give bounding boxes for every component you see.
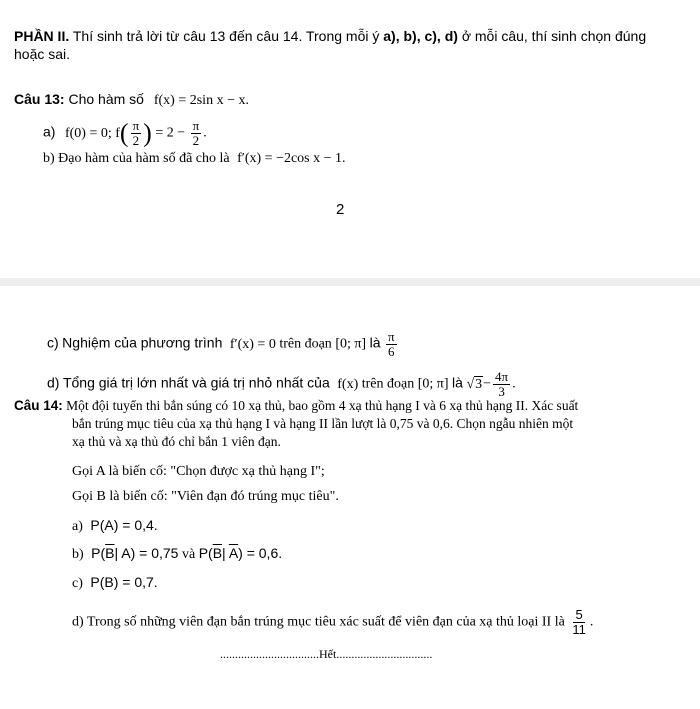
q13-stem <box>14 90 249 110</box>
page-number: 2 <box>336 201 345 218</box>
q14-a <box>72 516 158 536</box>
q13-d-frac-den: 3 <box>498 384 505 399</box>
left-paren: ( <box>119 118 129 148</box>
part-title: PHẦN II. <box>14 28 70 44</box>
q13-b-text: Đạo hàm của hàm số đã cho là <box>58 151 230 166</box>
q13-a-fraction-2 <box>191 119 202 148</box>
q13-c-frac-num: π <box>388 329 395 344</box>
q13-label: Câu 13: <box>14 91 65 107</box>
q13-d-fraction <box>493 370 510 399</box>
q14-b-m2-bar1: $\overline{B}$ <box>212 545 223 561</box>
q13-c <box>47 330 399 359</box>
q13-d-minus: − <box>483 376 492 392</box>
page-separator <box>0 278 700 286</box>
q13-d-frac-num: 4π <box>495 369 509 384</box>
q14-d <box>72 608 593 637</box>
q13-a-fraction-1 <box>131 119 142 148</box>
q14-b-math-1 <box>91 545 178 561</box>
q13-a <box>43 119 207 148</box>
q13-a-end: . <box>203 125 207 141</box>
q14-def-a: Gọi A là biến cố: "Chọn được xạ thủ hạng I"; <box>72 464 325 479</box>
q13-c-text-3: là <box>369 334 381 351</box>
q14-a-math: P(A) = 0,4. <box>90 517 158 533</box>
q14-b-m2-post: ) = 0,6. <box>238 545 283 561</box>
q14-d-label: d) <box>72 614 84 630</box>
q13-a-frac2-num: π <box>192 118 200 133</box>
q14-c <box>72 573 158 593</box>
q13-d <box>47 370 516 399</box>
q14-d-end: . <box>589 614 594 630</box>
q14-b-math-2 <box>199 545 282 561</box>
q14-c-math: P(B) = 0,7. <box>90 574 158 590</box>
part-instruction-tail: ở mỗi câu, thí sinh chọn đúng <box>461 28 647 44</box>
q13-a-frac2-den: 2 <box>192 133 200 148</box>
q13-a-math-2: = 2 − <box>155 125 186 141</box>
q14-b-m1-bar: $\overline{B}$ <box>105 545 115 561</box>
q14-b-label: b) <box>72 547 84 562</box>
right-paren: ) <box>143 118 152 148</box>
q13-d-math: f(x) <box>337 376 359 392</box>
part-instruction <box>14 27 646 45</box>
part-instruction-line2: hoặc sai. <box>14 46 71 62</box>
q14-b-m1-pre: P( <box>91 545 106 561</box>
q13-b-label: b) <box>43 151 55 166</box>
q13-c-fraction <box>386 330 397 359</box>
q13-d-sqrt-radicand: 3 <box>475 376 483 392</box>
q13-b-math: f′(x) = −2cos x − 1. <box>237 151 346 166</box>
q14-b-and: và <box>181 547 196 562</box>
q14-d-frac-num: 5 <box>575 607 583 622</box>
q13-d-end: . <box>512 376 516 392</box>
q13-a-frac1-den: 2 <box>132 133 140 148</box>
q13-stem-text: Cho hàm số <box>68 91 144 107</box>
q14-d-fraction <box>570 608 588 637</box>
q13-c-math: f′(x) = 0 <box>229 336 276 352</box>
q14-b-m2-bar2: $\overline{A}$ <box>228 545 239 561</box>
q13-b <box>43 150 346 168</box>
q13-a-frac1-num: π <box>132 118 140 133</box>
q13-c-text-2: trên đoạn <box>279 336 332 352</box>
q13-d-text-1: Tổng giá trị lớn nhất và giá trị nhỏ nhất của <box>62 374 330 391</box>
q13-c-frac-den: 6 <box>388 344 395 359</box>
q14-line1-text: Một đội tuyển thi bắn súng có 10 xạ thủ, bao gồm 4 xạ thủ hạng I và 6 xạ thủ hạng II. Xác suất <box>66 398 579 413</box>
end-marker: .................................Hết................................ <box>220 647 433 661</box>
page-bottom <box>0 286 700 709</box>
q14-def-b: Gọi B là biến cố: "Viên đạn đó trúng mục tiêu". <box>72 489 339 504</box>
q13-function: f(x) = 2sin x − x. <box>153 93 249 108</box>
part-option-marks: a), b), c), d) <box>383 28 458 44</box>
q13-a-math-1: f(0) = 0; f <box>64 125 120 141</box>
q13-c-interval: [0; π] <box>335 336 367 352</box>
q14-label: Câu 14: <box>14 398 63 413</box>
q13-d-text-2: trên đoạn <box>361 376 415 392</box>
q14-a-label: a) <box>72 519 83 534</box>
q13-d-text-3: là <box>452 374 463 391</box>
q14-c-label: c) <box>72 576 83 591</box>
q14-b <box>72 544 282 564</box>
q14-d-frac-den: 11 <box>572 622 586 637</box>
q13-d-label: d) <box>47 374 60 391</box>
q13-c-label: c) <box>47 334 59 351</box>
q13-d-interval: [0; π] <box>417 376 449 392</box>
q14-line2: bắn trúng mục tiêu của xạ thủ hạng I và hạng II lần lượt là 0,75 và 0,6. Chọn ngẫu nhiên một <box>72 416 574 431</box>
q14-d-text: Trong số những viên đạn bắn trúng mục tiêu xác suất để viên đạn của xạ thủ loại II là <box>86 614 565 630</box>
q14-line3: xạ thủ và xạ thủ đó chỉ bắn 1 viên đạn. <box>72 434 281 449</box>
part-instruction-text: Thí sinh trả lời từ câu 13 đến câu 14. Trong mỗi ý <box>72 28 380 44</box>
q14-b-m2-pre: P( <box>198 545 213 561</box>
page-top <box>0 0 700 278</box>
q14-b-m2-mid: | <box>222 545 229 561</box>
q14-line1 <box>14 397 578 415</box>
q14-b-m1-post: | A) = 0,75 <box>114 545 179 561</box>
q13-c-text-1: Nghiệm của phương trình <box>62 334 223 351</box>
q13-d-sqrt: √3 <box>466 376 483 392</box>
q13-a-label: a) <box>43 123 56 140</box>
